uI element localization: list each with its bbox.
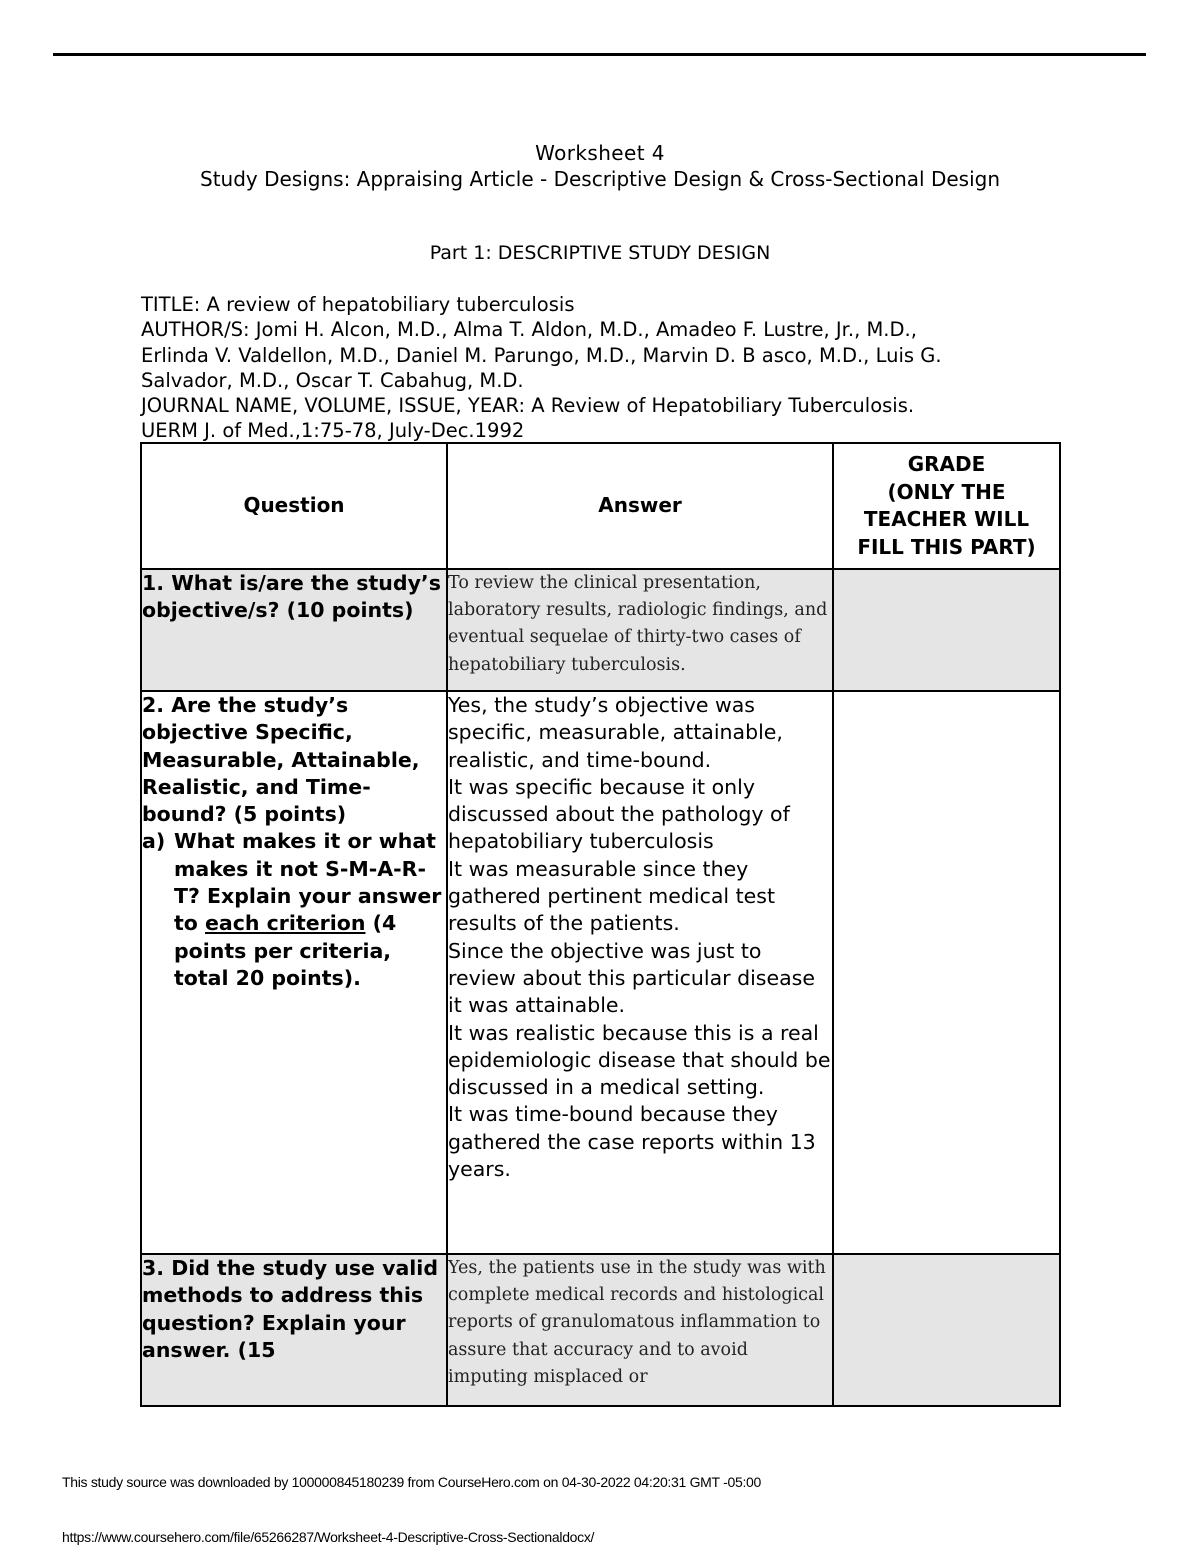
authors-line-2: Erlinda V. Valdellon, M.D., Daniel M. Parungo, M.D., Marvin D. B asco, M.D., Luis G. <box>141 343 942 367</box>
answer-2-line: It was measurable since they gathered pertinent medical test results of the patients. <box>448 856 775 936</box>
answer-header: Answer <box>447 443 833 569</box>
question-2-sub-text-end: (4 points per criteria, total 20 points). <box>174 911 397 990</box>
answer-2-line: It was realistic because this is a real epidemiologic disease that should be discussed in a medical setting. <box>448 1020 831 1100</box>
answer-2-line: Since the objective was just to review about this particular disease it was attainable. <box>448 938 815 1018</box>
question-header: Question <box>141 443 447 569</box>
journal-line-1: JOURNAL NAME, VOLUME, ISSUE, YEAR: A Review of Hepatobiliary Tuberculosis. <box>141 394 915 418</box>
worksheet-title: Worksheet 4 <box>535 141 665 165</box>
question-2-sub-label: a) <box>142 829 166 854</box>
question-3: 3. Did the study use valid methods to address this question? Explain your answer. (15 <box>141 1254 447 1406</box>
grade-header-line: TEACHER WILL <box>863 507 1030 531</box>
grade-cell-1[interactable] <box>833 569 1060 691</box>
table-row <box>141 569 1060 691</box>
grade-header-line: FILL THIS PART) <box>857 534 1036 559</box>
download-source-note: This study source was downloaded by 100000845180239 from CourseHero.com on 04-30-2022 04:20:31 GMT -05:00 <box>62 1474 762 1490</box>
question-2-main: 2. Are the study’s objective Specific, Measurable, Attainable, Realistic, and Time-bound? (5 points) <box>142 693 420 827</box>
question-2-sub <box>142 828 446 992</box>
authors-line-1: AUTHOR/S: Jomi H. Alcon, M.D., Alma T. Aldon, M.D., Amadeo F. Lustre, Jr., M.D., <box>141 318 917 342</box>
article-meta <box>141 292 1061 444</box>
article-title-line: TITLE: A review of hepatobiliary tuberculosis <box>141 293 575 316</box>
grade-header <box>833 443 1060 569</box>
journal-line-2: UERM J. of Med.,1:75-78, July-Dec.1992 <box>141 419 525 443</box>
worksheet-table <box>140 442 1061 1407</box>
answer-2-line: Yes, the study’s objective was specific, measurable, attainable, realistic, and time-bound. <box>448 693 783 772</box>
answer-1[interactable]: To review the clinical presentation, laboratory results, radiologic findings, and eventual sequelae of thirty-two cases of hepatobiliary tuberculosis. <box>447 569 833 691</box>
grade-header-line: GRADE <box>907 452 986 476</box>
top-rule <box>53 53 1146 56</box>
answer-2-line: It was specific because it only discussed about the pathology of hepatobiliary tuberculosis <box>448 774 790 854</box>
source-url[interactable]: https://www.coursehero.com/file/65266287/Worksheet-4-Descriptive-Cross-Sectionaldocx/ <box>62 1529 595 1545</box>
grade-cell-2[interactable] <box>833 691 1060 1254</box>
table-row <box>141 1254 1060 1406</box>
answer-2[interactable] <box>447 691 833 1254</box>
question-1: 1. What is/are the study’s objective/s? (10 points) <box>141 569 447 691</box>
question-2 <box>141 691 447 1254</box>
answer-3[interactable]: Yes, the patients use in the study was with complete medical records and histological reports of granulomatous inflammation to assure that accuracy and to avoid imputing misplaced or <box>447 1254 833 1406</box>
question-2-sub-underlined: each criterion <box>205 911 366 936</box>
answer-2-line: It was time-bound because they gathered the case reports within 13 years. <box>448 1102 816 1182</box>
part-title: Part 1: DESCRIPTIVE STUDY DESIGN <box>429 242 771 264</box>
question-2-sub-text: What makes it or what makes it not S-M-A-R-T? Explain your answer to <box>174 829 442 936</box>
table-header-row <box>141 443 1060 569</box>
worksheet-subtitle: Study Designs: Appraising Article - Descriptive Design & Cross-Sectional Design <box>200 167 1000 191</box>
authors-line-3: Salvador, M.D., Oscar T. Cabahug, M.D. <box>141 368 524 392</box>
table-row <box>141 691 1060 1254</box>
grade-cell-3[interactable] <box>833 1254 1060 1406</box>
grade-header-line: (ONLY THE <box>887 479 1006 504</box>
